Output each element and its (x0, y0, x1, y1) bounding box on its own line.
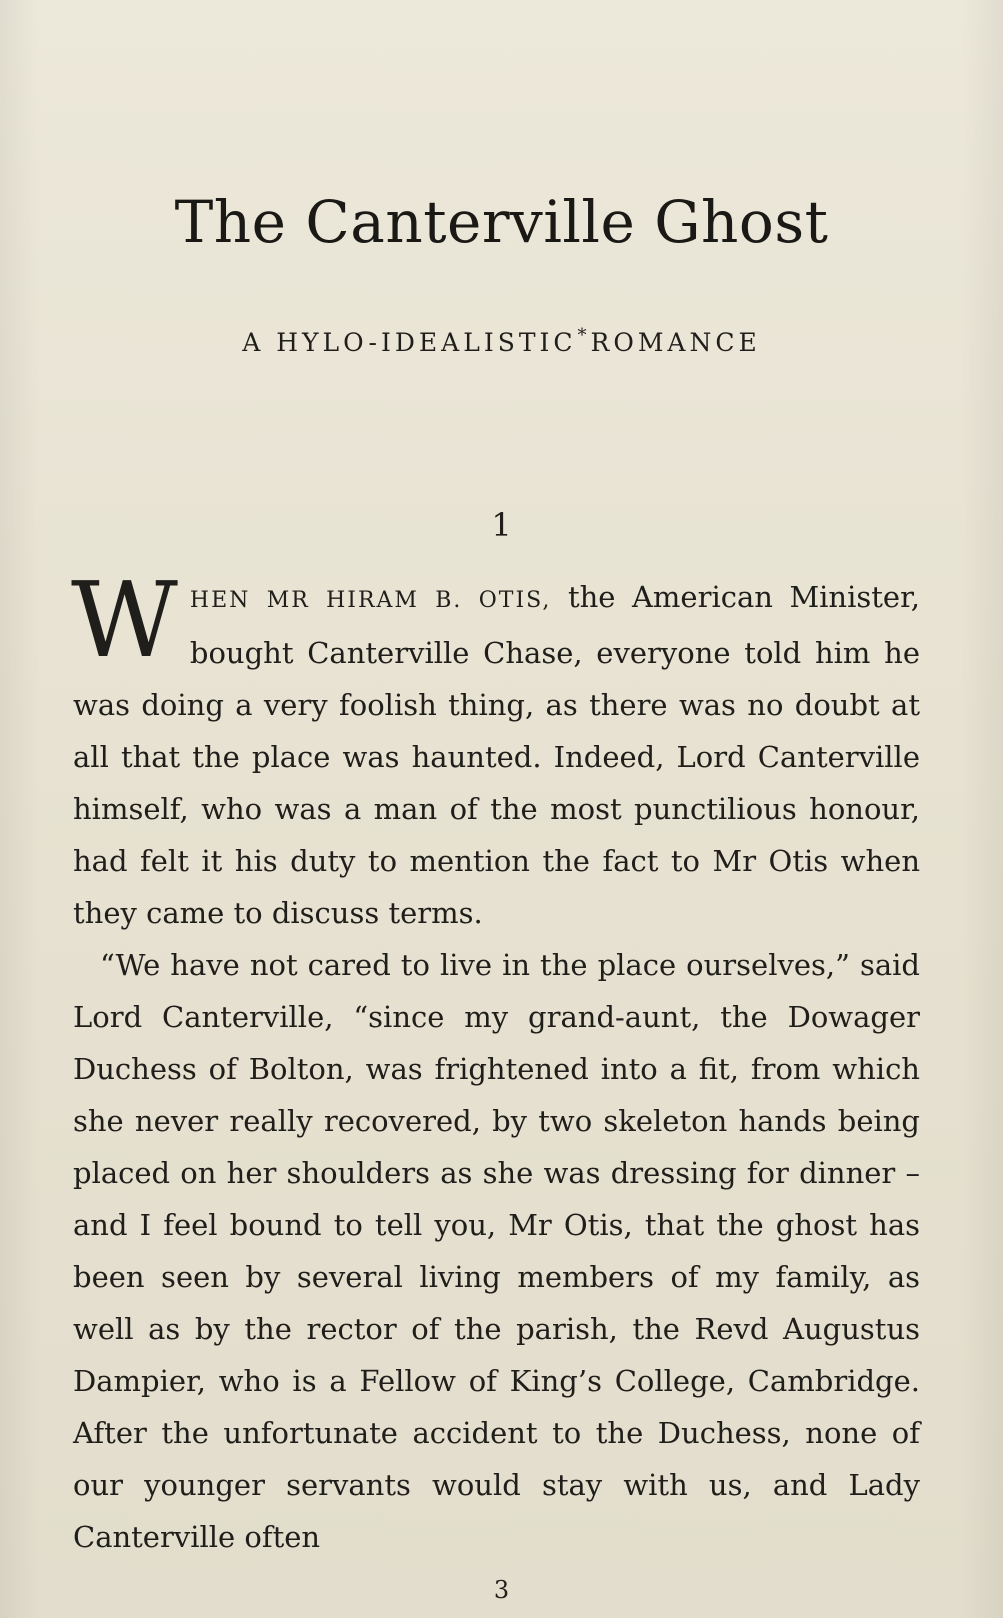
drop-cap: W (71, 559, 178, 681)
footnote-mark[interactable]: * (577, 325, 587, 346)
subtitle-text: A HYLO-IDEALISTIC (242, 328, 577, 357)
chapter-number: 1 (491, 506, 512, 544)
story-subtitle (0, 318, 1003, 361)
story-title: The Canterville Ghost (174, 188, 829, 256)
page-number: 3 (493, 1576, 510, 1604)
paragraph-1 (71, 559, 920, 939)
body-text (71, 559, 920, 1563)
opening-small-caps: HEN MR HIRAM B. OTIS, (189, 588, 552, 613)
paragraph-1-text: the American Minister, bought Canterville Chase, everyone told him he was doing a very foolish thing, as there was no doubt at all that the place was haunted. Indeed, Lord Canterville himself, who was a man of the most punctilious honour, had felt it his duty to mention the fact to Mr Otis when they came to discuss terms. (73, 580, 920, 930)
subtitle-text-end: ROMANCE (590, 328, 761, 357)
paragraph-2: “We have not cared to live in the place ourselves,” said Lord Canterville, “since my grand-aunt, the Dowager Duchess of Bolton, was frightened into a fit, from which she never really recovered, by two skeleton hands being placed on her shoulders as she was dressing for dinner – and I feel bound to tell you, Mr Otis, that the ghost has been seen by several living members of my family, as well as by the rector of the parish, the Revd Augustus Dampier, who is a Fellow of King’s College, Cambridge. After the unfortunate accident to the Duchess, none of our younger servants would stay with us, and Lady Canterville often (73, 948, 920, 1554)
